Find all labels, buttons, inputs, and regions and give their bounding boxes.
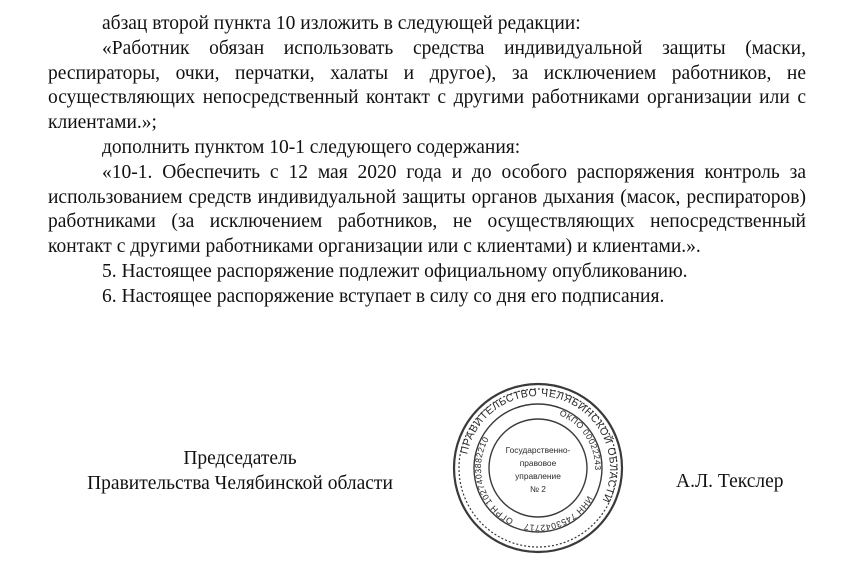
seal-ogrn: ОГРН 1027403882210	[472, 434, 515, 527]
paragraph-5: 5. Настоящее распоряжение подлежит официальному опубликованию.	[102, 260, 688, 282]
paragraph-2: «Работник обязан использовать средства индивидуальной защиты (маски, респираторы, очки, перчатки, халаты и другое), за исключением работников, не осуществляющих непосредственный контакт с другими работниками организации или с клиентами.»;	[48, 37, 806, 134]
signatory-position	[70, 447, 410, 497]
paragraph-4: «10-1. Обеспечить с 12 мая 2020 года и до особого распоряжения контроль за использованием средств индивидуальной защиты органов дыхания (масок, респираторов) работниками (за исключением работников, не осуществляющих непосредственный контакт с другими работниками организации или с клиентами) и клиентами.».	[48, 161, 806, 258]
paragraph-3: дополнить пунктом 10-1 следующего содержания:	[102, 136, 521, 158]
seal-center-line-4: № 2	[530, 484, 546, 494]
seal-okpo: ОКПО 00022243	[558, 407, 604, 471]
position-line-2: Правительства Челябинской области	[87, 472, 393, 494]
paragraph-6: 6. Настоящее распоряжение вступает в силу со дня его подписания.	[102, 285, 665, 307]
seal-center-line-1: Государственно-	[505, 445, 571, 455]
position-line-1: Председатель	[183, 448, 297, 469]
seal-center-line-2: правовое	[519, 458, 557, 468]
seal-inn: ИНН 7453042717	[522, 494, 595, 534]
document-body	[48, 12, 806, 310]
paragraph-1: абзац второй пункта 10 изложить в следующей редакции:	[102, 13, 581, 34]
signatory-name: А.Л. Текслер	[676, 471, 784, 492]
seal-outer-text: ПРАВИТЕЛЬСТВО ЧЕЛЯБИНСКОЙ ОБЛАСТИ	[458, 386, 620, 505]
seal-graphic	[450, 380, 626, 556]
official-seal	[450, 380, 626, 556]
seal-center-line-3: управление	[515, 471, 561, 481]
